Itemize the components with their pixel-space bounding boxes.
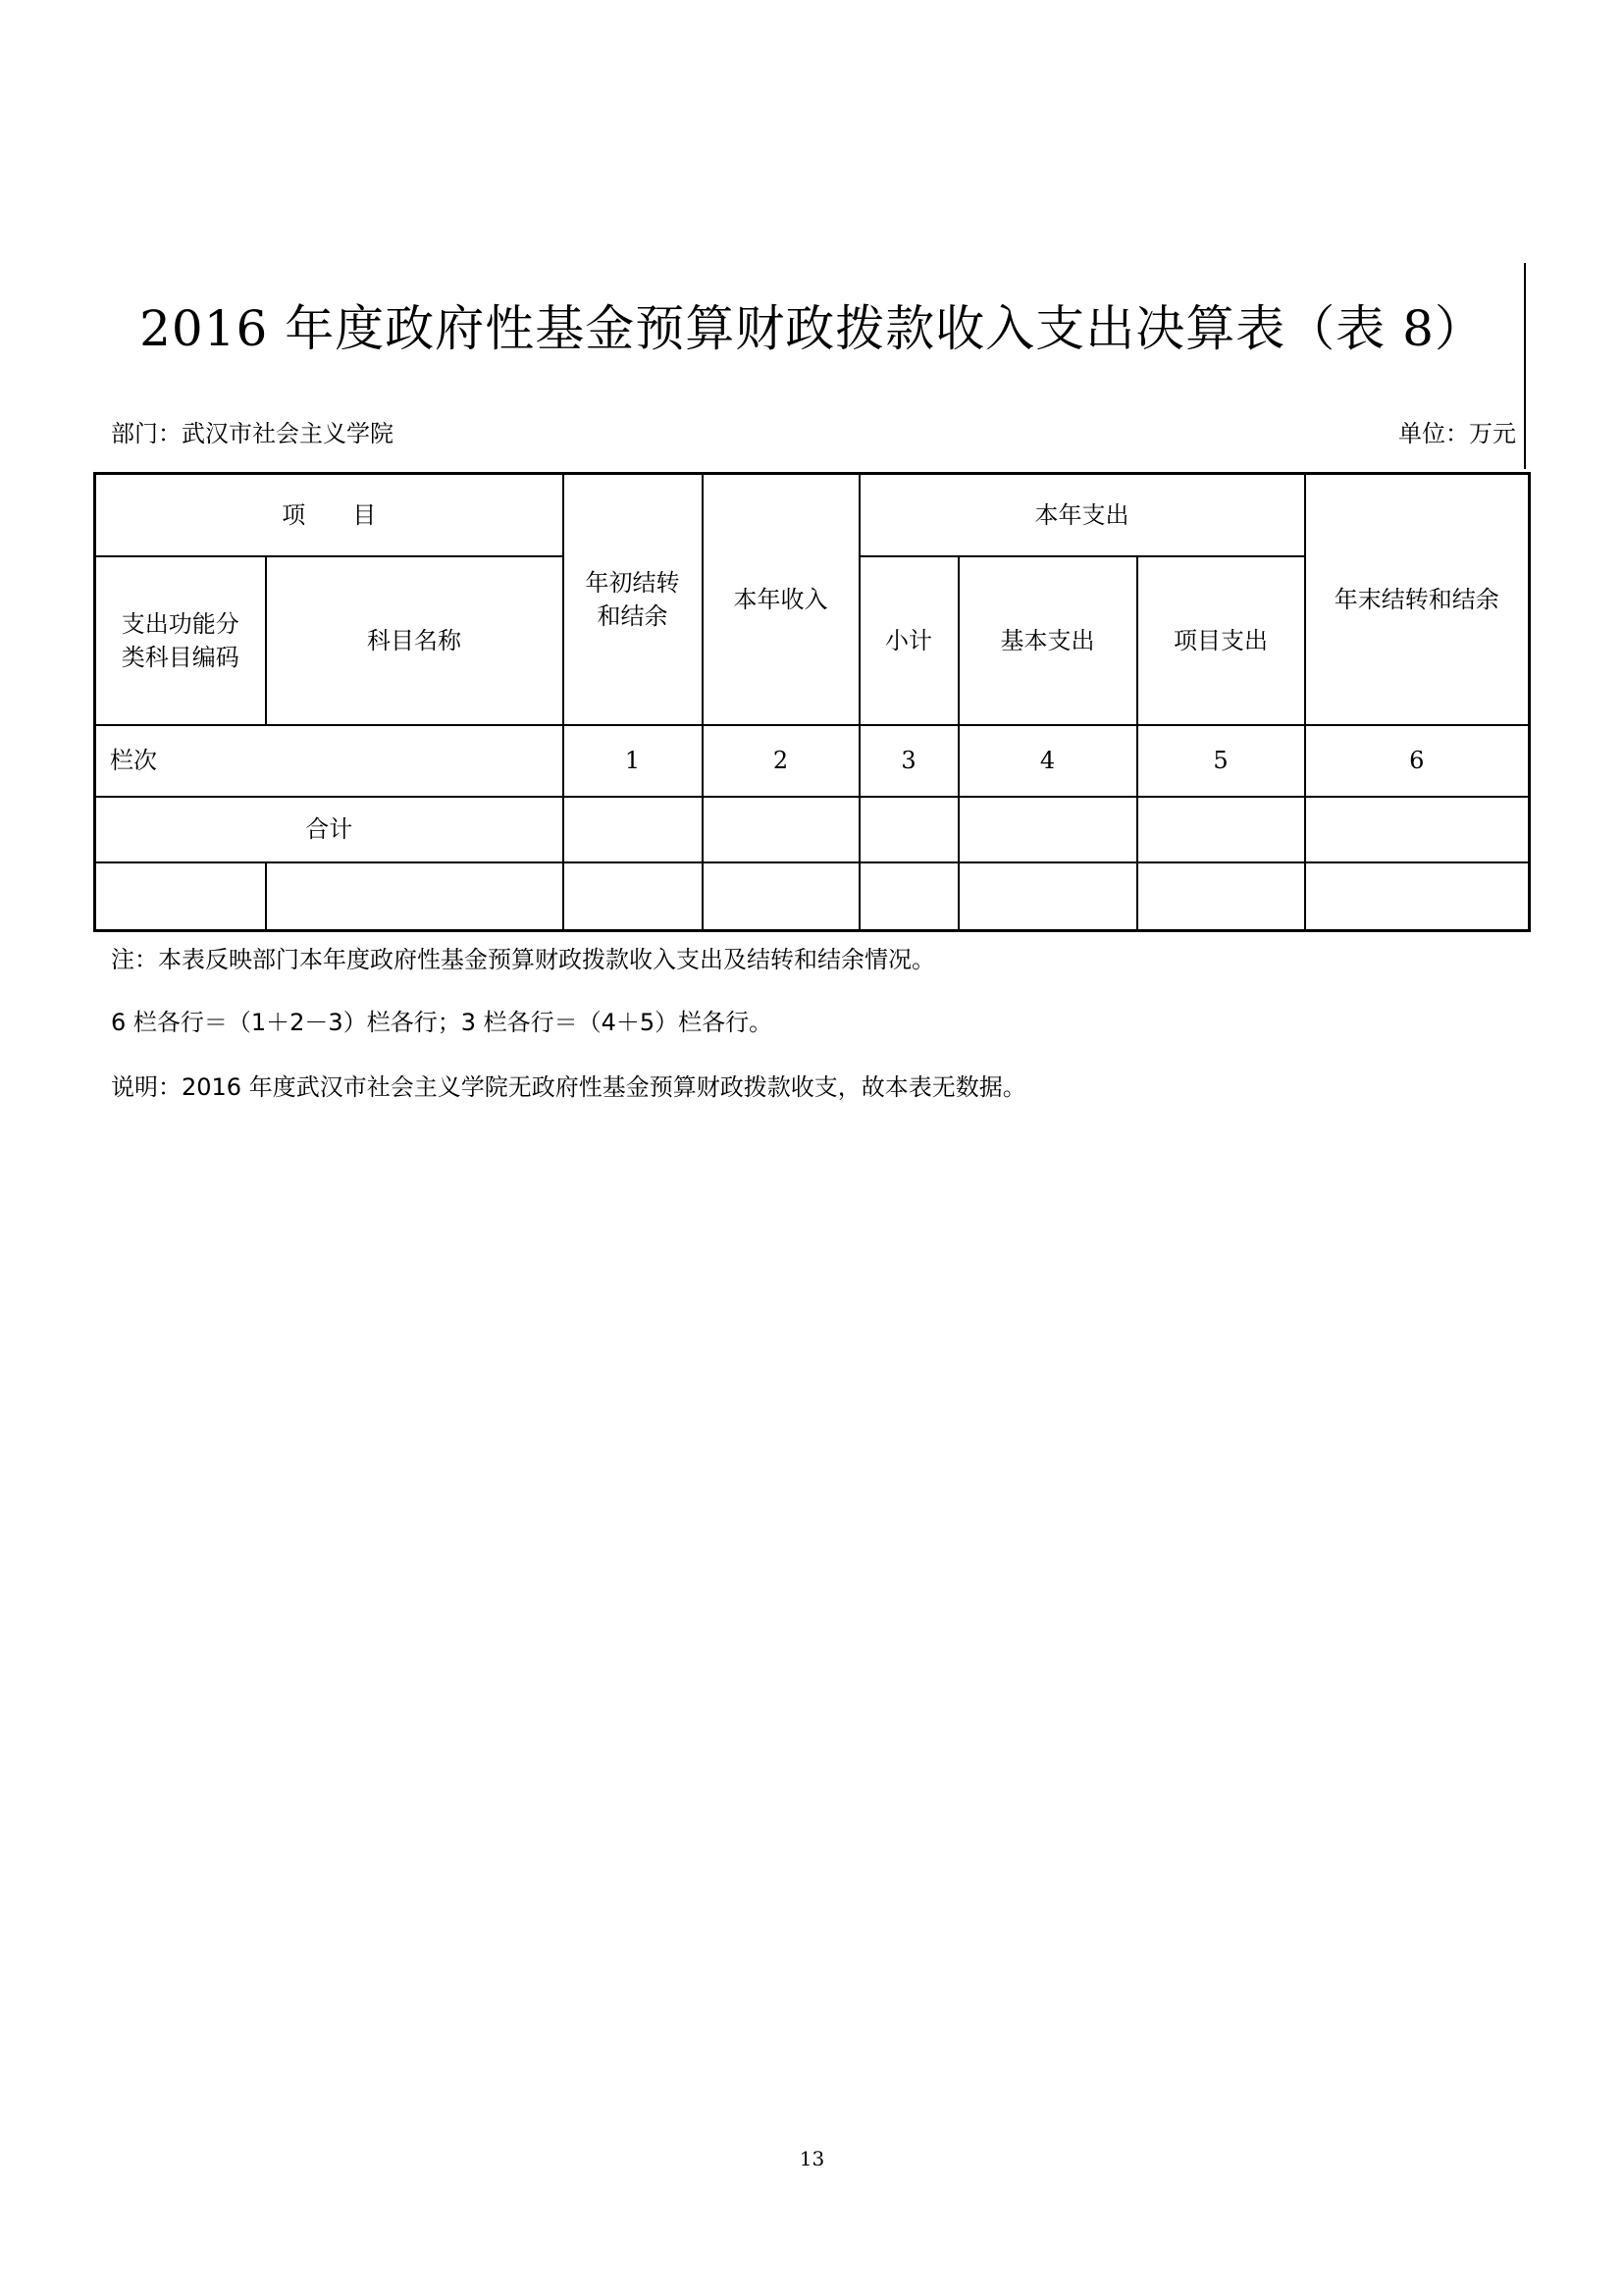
col-number-4: 4: [959, 725, 1137, 797]
empty-cell: [703, 862, 860, 931]
col-number-3: 3: [860, 725, 959, 797]
header-opening-balance: [563, 474, 703, 725]
total-cell: [860, 797, 959, 862]
header-income: 本年收入: [703, 474, 860, 725]
total-cell: [1137, 797, 1305, 862]
header-project: 项 目: [95, 474, 563, 556]
budget-table: [93, 472, 1531, 932]
empty-cell: [266, 862, 563, 931]
row-label-column: 栏次: [95, 725, 563, 797]
header-opening-balance-text: 年初结转和结余: [585, 568, 680, 630]
header-closing-balance: 年末结转和结余: [1305, 474, 1530, 725]
total-cell: [563, 797, 703, 862]
empty-row: [95, 862, 1530, 931]
empty-cell: [959, 862, 1137, 931]
page-number: 13: [799, 2147, 825, 2170]
col-number-2: 2: [703, 725, 860, 797]
empty-cell: [1305, 862, 1530, 931]
header-subject: 科目名称: [266, 556, 563, 725]
header-row-1: [95, 474, 1530, 556]
empty-cell: [95, 862, 266, 931]
unit-label: 单位：万元: [1398, 420, 1516, 447]
note-explanation: 说明：2016 年度武汉市社会主义学院无政府性基金预算财政拨款收支，故本表无数据。: [111, 1073, 1026, 1101]
empty-cell: [563, 862, 703, 931]
column-number-row: [95, 725, 1530, 797]
row-label-total: 合计: [95, 797, 563, 862]
header-code: [95, 556, 266, 725]
header-code-text: 支出功能分类科目编码: [121, 609, 239, 671]
note-description: 注：本表反映部门本年度政府性基金预算财政拨款收入支出及结转和结余情况。: [111, 946, 935, 973]
total-row: [95, 797, 1530, 862]
col-number-1: 1: [563, 725, 703, 797]
total-cell: [959, 797, 1137, 862]
total-cell: [1305, 797, 1530, 862]
header-basic-expense: 基本支出: [959, 556, 1137, 725]
note-formula: 6 栏各行＝（1＋2－3）栏各行；3 栏各行＝（4＋5）栏各行。: [111, 1009, 773, 1036]
col-number-5: 5: [1137, 725, 1305, 797]
col-number-6: 6: [1305, 725, 1530, 797]
empty-cell: [1137, 862, 1305, 931]
header-subtotal: 小计: [860, 556, 959, 725]
total-cell: [703, 797, 860, 862]
header-expense: 本年支出: [860, 474, 1305, 556]
page-title: 2016 年度政府性基金预算财政拨款收入支出决算表（表 8）: [139, 300, 1485, 357]
department-label: 部门：武汉市社会主义学院: [111, 420, 393, 447]
header-project-expense: 项目支出: [1137, 556, 1305, 725]
empty-cell: [860, 862, 959, 931]
